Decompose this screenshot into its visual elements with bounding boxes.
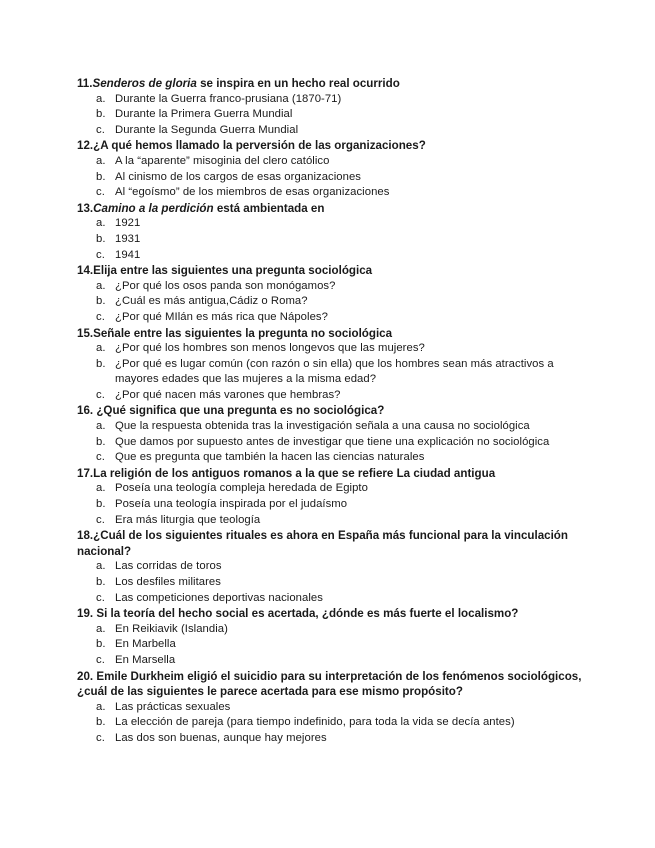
- option-text: ¿Por qué los hombres son menos longevos que las mujeres?: [115, 342, 425, 355]
- question-title-italic: Senderos de gloria: [92, 77, 197, 90]
- option-letter: c.: [96, 591, 105, 604]
- question-item: [77, 201, 597, 263]
- option-letter: a.: [96, 217, 106, 230]
- option-letter: c.: [96, 388, 105, 401]
- option-text: Los desfiles militares: [115, 576, 221, 588]
- question-item: [77, 403, 597, 465]
- option-item: [77, 731, 597, 747]
- question-title: [77, 528, 597, 559]
- option-item: [77, 653, 597, 669]
- option-item: [77, 497, 597, 513]
- question-title-text: La religión de los antiguos romanos a la que se refiere La ciudad antigua: [93, 466, 496, 480]
- option-item: [77, 310, 597, 326]
- option-item: [77, 591, 597, 607]
- option-text: Era más liturgia que teología: [115, 513, 261, 526]
- option-letter: c.: [96, 653, 105, 666]
- option-text: 1921: [115, 217, 141, 230]
- question-item: [77, 138, 597, 200]
- option-text: La elección de pareja (para tiempo indefinido, para toda la vida se decía antes): [115, 716, 515, 729]
- question-number: 19.: [77, 607, 97, 621]
- option-letter: c.: [96, 123, 105, 136]
- option-item: [77, 575, 597, 591]
- question-number: 20.: [77, 669, 97, 683]
- option-letter: c.: [96, 186, 105, 199]
- question-title: [77, 263, 597, 279]
- option-text: Las dos son buenas, aunque hay mejores: [115, 731, 327, 744]
- option-text: ¿Por qué es lugar común (con razón o sin ella) que los hombres sean más atractivos a mayores edades que las mujeres a la misma edad?: [115, 357, 554, 386]
- question-title: [77, 326, 597, 342]
- question-title-text: está ambientada en: [213, 201, 325, 215]
- option-letter: b.: [96, 295, 106, 308]
- option-list: [77, 622, 597, 669]
- option-letter: c.: [96, 248, 105, 261]
- option-text: 1941: [115, 248, 141, 261]
- option-list: [77, 92, 597, 139]
- option-item: [77, 357, 597, 388]
- option-item: [77, 232, 597, 248]
- option-item: [77, 154, 597, 170]
- question-title-text: ¿Cuál de los siguientes rituales es ahora en España más funcional para la vinculación nacional?: [77, 529, 568, 558]
- option-letter: a.: [96, 700, 106, 713]
- question-title: [77, 669, 597, 700]
- option-text: Que es pregunta que también la hacen las ciencias naturales: [115, 451, 425, 464]
- option-list: [77, 481, 597, 528]
- option-item: [77, 481, 597, 497]
- option-letter: c.: [96, 451, 105, 464]
- option-text: Poseía una teología compleja heredada de Egipto: [115, 482, 368, 495]
- question-number: 13.: [77, 201, 94, 215]
- question-number: 14.: [77, 264, 94, 278]
- question-title: [77, 138, 597, 154]
- option-text: Durante la Primera Guerra Mundial: [115, 108, 293, 121]
- option-letter: a.: [96, 154, 106, 167]
- option-item: [77, 435, 597, 451]
- option-letter: a.: [96, 420, 106, 433]
- option-letter: b.: [96, 716, 106, 729]
- question-title: [77, 201, 597, 217]
- option-text: Las competiciones deportivas nacionales: [115, 591, 323, 604]
- option-letter: a.: [96, 560, 106, 573]
- question-title-text: Emile Durkheim eligió el suicidio para su interpretación de los fenómenos sociológicos, ¿cuál de las siguientes le parece acertada para ese mismo propósito?: [77, 669, 582, 699]
- question-number: 11.: [77, 77, 93, 90]
- option-text: En Reikiavik (Islandia): [115, 622, 228, 635]
- question-number: 12.: [77, 139, 94, 153]
- option-letter: b.: [96, 498, 106, 511]
- option-text: Al cinismo de los cargos de esas organizaciones: [115, 170, 361, 183]
- question-title: [77, 76, 597, 92]
- option-text: ¿Cuál es más antigua,Cádiz o Roma?: [115, 295, 308, 308]
- question-item: [77, 466, 597, 528]
- question-title-text: ¿A qué hemos llamado la perversión de las organizaciones?: [93, 139, 426, 153]
- option-text: Que la respuesta obtenida tras la investigación señala a una causa no sociológica: [115, 420, 530, 433]
- option-item: [77, 248, 597, 264]
- option-text: Las corridas de toros: [115, 560, 222, 573]
- option-list: [77, 700, 597, 747]
- option-item: [77, 123, 597, 139]
- option-list: [77, 419, 597, 466]
- option-item: [77, 559, 597, 575]
- question-number: 18.: [77, 529, 94, 543]
- option-text: 1931: [115, 232, 141, 245]
- option-text: Durante la Guerra franco-prusiana (1870-71): [115, 92, 342, 105]
- option-letter: b.: [96, 108, 106, 121]
- option-letter: b.: [96, 357, 106, 370]
- option-letter: b.: [96, 638, 106, 651]
- option-letter: a.: [96, 279, 106, 292]
- option-text: En Marsella: [115, 653, 176, 666]
- question-list: [77, 76, 597, 747]
- option-letter: c.: [96, 513, 105, 526]
- option-item: [77, 170, 597, 186]
- option-text: ¿Por qué MIlán es más rica que Nápoles?: [115, 310, 328, 323]
- option-item: [77, 294, 597, 310]
- question-title-text: Elija entre las siguientes una pregunta sociológica: [93, 264, 373, 278]
- option-item: [77, 341, 597, 357]
- option-item: [77, 279, 597, 295]
- question-item: [77, 669, 597, 747]
- question-item: [77, 606, 597, 668]
- option-list: [77, 341, 597, 403]
- option-list: [77, 559, 597, 606]
- question-number: 16.: [77, 404, 97, 418]
- option-letter: b.: [96, 170, 106, 183]
- question-title: [77, 466, 597, 482]
- question-number: 17.: [77, 466, 94, 480]
- option-text: En Marbella: [115, 638, 176, 651]
- question-title-text: ¿Qué significa que una pregunta es no sociológica?: [96, 404, 385, 418]
- question-item: [77, 528, 597, 606]
- question-item: [77, 76, 597, 138]
- option-letter: c.: [96, 731, 105, 744]
- question-title-italic: Camino a la perdición: [93, 201, 214, 215]
- option-item: [77, 107, 597, 123]
- option-item: [77, 715, 597, 731]
- option-list: [77, 216, 597, 263]
- option-list: [77, 154, 597, 201]
- option-text: Al “egoísmo” de los miembros de esas organizaciones: [115, 186, 390, 199]
- option-letter: b.: [96, 435, 106, 448]
- option-text: ¿Por qué los osos panda son monógamos?: [115, 279, 336, 292]
- option-item: [77, 450, 597, 466]
- option-letter: b.: [96, 232, 106, 245]
- option-item: [77, 637, 597, 653]
- option-text: Poseía una teología inspirada por el judaísmo: [115, 498, 348, 511]
- question-item: [77, 263, 597, 325]
- option-text: Durante la Segunda Guerra Mundial: [115, 123, 299, 136]
- option-item: [77, 185, 597, 201]
- option-text: ¿Por qué nacen más varones que hembras?: [115, 388, 341, 401]
- question-title-text: Señale entre las siguientes la pregunta no sociológica: [93, 326, 393, 340]
- option-letter: c.: [96, 310, 105, 323]
- option-item: [77, 388, 597, 404]
- option-item: [77, 513, 597, 529]
- question-title: [77, 606, 597, 622]
- option-item: [77, 216, 597, 232]
- question-item: [77, 326, 597, 404]
- question-number: 15.: [77, 326, 94, 340]
- option-text: Que damos por supuesto antes de investigar que tiene una explicación no sociológica: [115, 435, 550, 448]
- question-title-text: se inspira en un hecho real ocurrido: [196, 77, 400, 90]
- question-title: [77, 403, 597, 419]
- question-title-text: Si la teoría del hecho social es acertada, ¿dónde es más fuerte el localismo?: [96, 607, 519, 621]
- option-text: A la “aparente” misoginia del clero católico: [115, 154, 330, 167]
- option-item: [77, 92, 597, 108]
- option-list: [77, 279, 597, 326]
- option-text: Las prácticas sexuales: [115, 700, 231, 713]
- option-item: [77, 622, 597, 638]
- option-item: [77, 419, 597, 435]
- option-letter: a.: [96, 622, 106, 635]
- option-letter: a.: [96, 482, 106, 495]
- option-item: [77, 700, 597, 716]
- option-letter: a.: [96, 92, 106, 105]
- option-letter: a.: [96, 342, 106, 355]
- option-letter: b.: [96, 576, 106, 588]
